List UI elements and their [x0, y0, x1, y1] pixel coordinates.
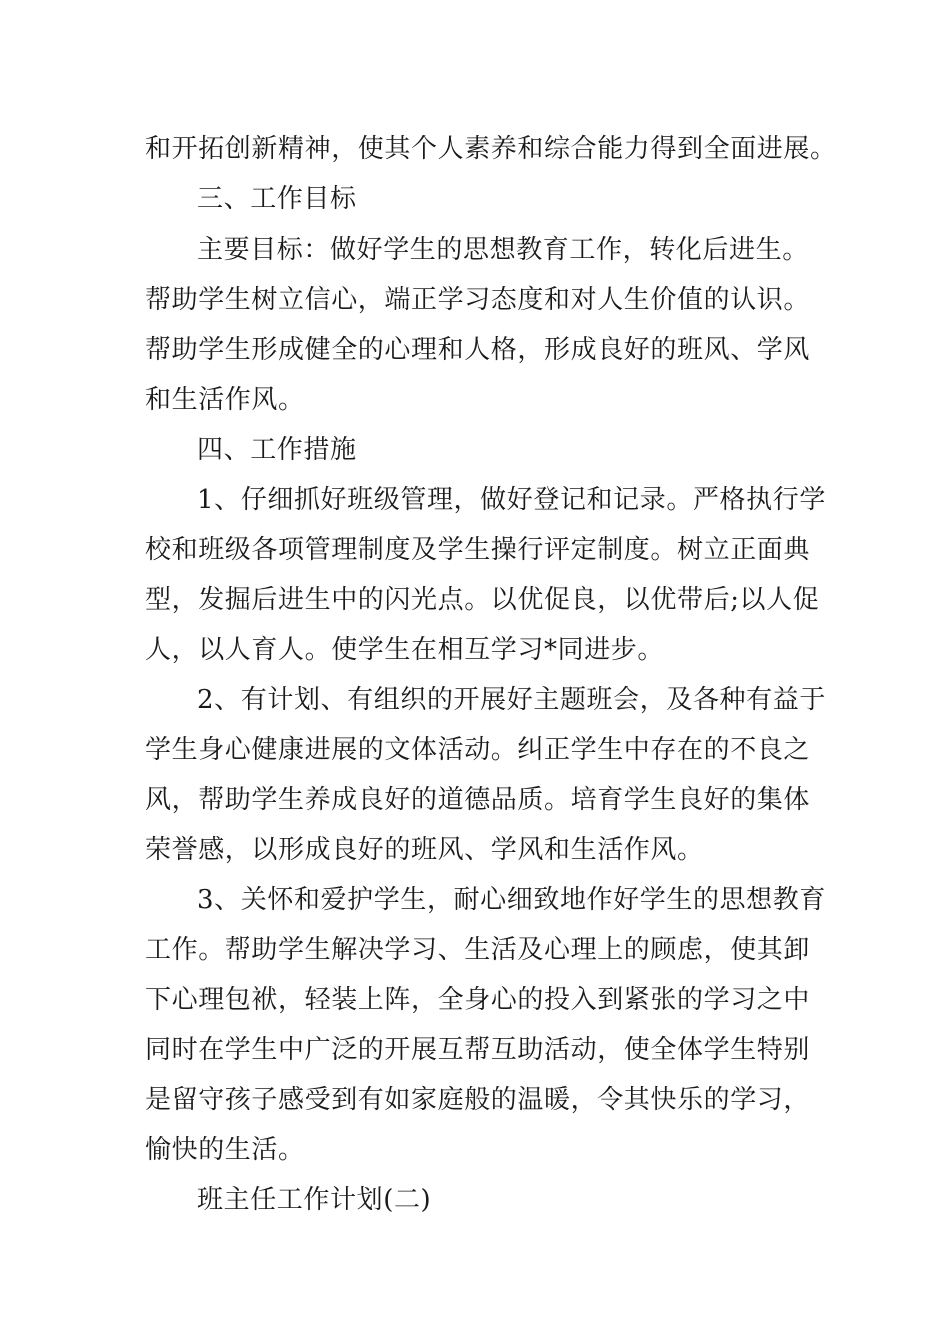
- document-subtitle: 班主任工作计划(二): [197, 1185, 432, 1215]
- text-line: 人，以人育人。使学生在相互学习*同进步。: [145, 635, 665, 665]
- text-line: 荣誉感，以形成良好的班风、学风和生活作风。: [145, 835, 704, 865]
- text-line: 是留守孩子感受到有如家庭般的温暖，令其快乐的学习，: [145, 1085, 811, 1115]
- text-line: 学生身心健康进展的文体活动。纠正学生中存在的不良之: [145, 735, 811, 765]
- text-line: 和生活作风。: [145, 385, 305, 415]
- text-line: 型，发掘后进生中的闪光点。以优促良，以优带后;以人促: [145, 585, 820, 615]
- text-line: 3、关怀和爱护学生，耐心细致地作好学生的思想教育: [197, 885, 826, 915]
- section-heading: 四、工作措施: [197, 435, 357, 465]
- section-heading: 三、工作目标: [197, 184, 357, 214]
- text-line: 愉快的生活。: [145, 1135, 305, 1165]
- text-line: 1、仔细抓好班级管理，做好登记和记录。严格执行学: [197, 485, 826, 515]
- text-line: 帮助学生形成健全的心理和人格，形成良好的班风、学风: [145, 335, 811, 365]
- text-line: 和开拓创新精神，使其个人素养和综合能力得到全面进展。: [145, 134, 837, 164]
- text-line: 工作。帮助学生解决学习、生活及心理上的顾虑，使其卸: [145, 935, 811, 965]
- text-line: 帮助学生树立信心，端正学习态度和对人生价值的认识。: [145, 285, 811, 315]
- text-line: 2、有计划、有组织的开展好主题班会，及各种有益于: [197, 685, 826, 715]
- text-line: 主要目标：做好学生的思想教育工作，转化后进生。: [197, 235, 809, 265]
- text-line: 下心理包袱，轻装上阵，全身心的投入到紧张的学习之中: [145, 985, 811, 1015]
- text-line: 风，帮助学生养成良好的道德品质。培育学生良好的集体: [145, 785, 811, 815]
- text-line: 同时在学生中广泛的开展互帮互助活动，使全体学生特别: [145, 1035, 811, 1065]
- text-line: 校和班级各项管理制度及学生操行评定制度。树立正面典: [145, 535, 811, 565]
